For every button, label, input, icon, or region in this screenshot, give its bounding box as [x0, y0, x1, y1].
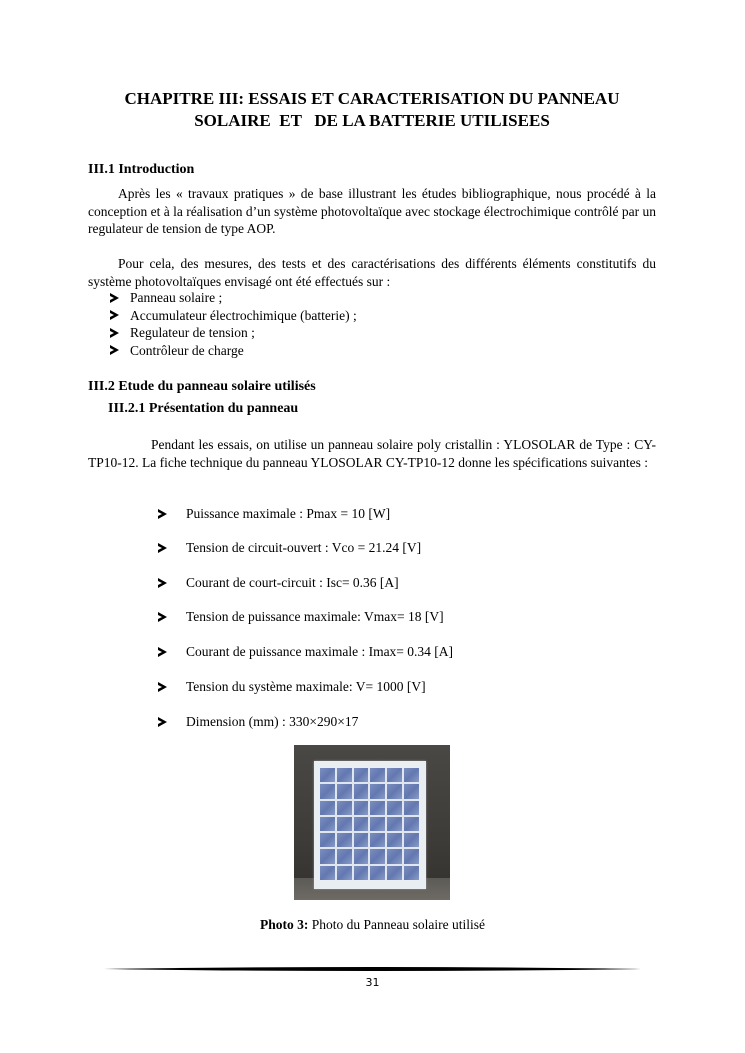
spec-item-max-power-current: Courant de puissance maximale : Imax= 0.34 [A] — [158, 643, 453, 660]
solar-cell — [337, 784, 352, 798]
solar-cell — [320, 849, 335, 863]
solar-panel-frame — [314, 761, 426, 889]
caption-label: Photo 3: — [260, 917, 309, 932]
solar-cell — [337, 866, 352, 880]
panel-paragraph: Pendant les essais, on utilise un panneau solaire poly cristallin : YLOSOLAR de Type : CY-TP10-12. La fiche technique du panneau YLOSOLAR CY-TP10-12 donne les spécifications suivantes : — [88, 437, 656, 470]
solar-cell — [370, 817, 385, 831]
arrow-bullet-icon — [158, 612, 167, 622]
solar-cell — [337, 801, 352, 815]
arrow-bullet-icon — [158, 509, 167, 519]
solar-cell — [354, 784, 369, 798]
solar-cell — [404, 849, 419, 863]
solar-cell — [404, 784, 419, 798]
arrow-bullet-icon — [158, 647, 167, 657]
solar-cell — [387, 817, 402, 831]
chapter-title — [88, 88, 656, 132]
chapter-title-line-1: CHAPITRE III: ESSAIS ET CARACTERISATION DU PANNEAU — [124, 89, 620, 108]
arrow-bullet-icon — [110, 345, 119, 355]
solar-cell — [404, 817, 419, 831]
intro-paragraph-1: Après les « travaux pratiques » de base illustrant les études bibliographique, nous procédé à la conception et à la réalisation d’un système photovoltaïque avec stockage électrochimique contrôlé par un regulateur de tension de type AOP. — [88, 186, 656, 236]
solar-cell — [370, 768, 385, 782]
solar-cell — [354, 817, 369, 831]
solar-cell — [320, 768, 335, 782]
solar-cell — [354, 833, 369, 847]
arrow-bullet-icon — [158, 578, 167, 588]
solar-panel-photo — [294, 745, 450, 900]
solar-cell — [337, 833, 352, 847]
solar-cell — [404, 768, 419, 782]
solar-cell — [354, 866, 369, 880]
arrow-bullet-icon — [158, 717, 167, 727]
solar-cell — [404, 833, 419, 847]
section-heading-introduction: III.1 Introduction — [88, 162, 195, 177]
solar-cell — [404, 866, 419, 880]
intro-paragraph-2: Pour cela, des mesures, des tests et des caractérisations des différents éléments constitutifs du système photovoltaïques envisagé ont été effectués sur : — [88, 256, 656, 289]
photo-caption — [0, 917, 745, 933]
solar-cell — [404, 801, 419, 815]
solar-cell — [387, 866, 402, 880]
list-item: Contrôleur de charge — [110, 342, 357, 360]
solar-cell — [337, 768, 352, 782]
solar-cell-grid — [320, 768, 419, 880]
solar-cell — [320, 817, 335, 831]
solar-cell — [354, 801, 369, 815]
solar-cell — [387, 784, 402, 798]
list-item: Panneau solaire ; — [110, 289, 357, 307]
arrow-bullet-icon — [158, 682, 167, 692]
spec-item-system-max-voltage: Tension du système maximale: V= 1000 [V] — [158, 678, 426, 695]
subsection-heading-panel-presentation: III.2.1 Présentation du panneau — [108, 401, 299, 416]
solar-cell — [370, 849, 385, 863]
spec-item-open-circuit-voltage: Tension de circuit-ouvert : Vco = 21.24 [V] — [158, 539, 421, 556]
solar-cell — [387, 801, 402, 815]
solar-cell — [337, 849, 352, 863]
solar-cell — [370, 801, 385, 815]
spec-item-max-power-voltage: Tension de puissance maximale: Vmax= 18 [V] — [158, 608, 444, 625]
spec-item-short-circuit-current: Courant de court-circuit : Isc= 0.36 [A] — [158, 574, 399, 591]
solar-cell — [387, 833, 402, 847]
footer-divider — [104, 966, 641, 972]
solar-cell — [387, 768, 402, 782]
solar-cell — [320, 801, 335, 815]
arrow-bullet-icon — [110, 310, 119, 320]
arrow-bullet-icon — [158, 543, 167, 553]
list-item: Regulateur de tension ; — [110, 324, 357, 342]
solar-cell — [320, 833, 335, 847]
arrow-bullet-icon — [110, 293, 119, 303]
page-number: 31 — [365, 976, 380, 989]
solar-cell — [320, 784, 335, 798]
solar-cell — [354, 768, 369, 782]
list-item: Accumulateur électrochimique (batterie) ; — [110, 307, 357, 325]
solar-cell — [370, 784, 385, 798]
section-heading-panel-study: III.2 Etude du panneau solaire utilisés — [88, 379, 316, 394]
spec-item-max-power: Puissance maximale : Pmax = 10 [W] — [158, 505, 390, 522]
arrow-bullet-icon — [110, 328, 119, 338]
solar-cell — [354, 849, 369, 863]
chapter-title-line-2: SOLAIRE ET DE LA BATTERIE UTILISEES — [194, 111, 550, 130]
spec-item-dimension: Dimension (mm) : 330×290×17 — [158, 713, 358, 730]
solar-cell — [387, 849, 402, 863]
solar-cell — [320, 866, 335, 880]
solar-cell — [370, 866, 385, 880]
element-list — [110, 289, 357, 359]
solar-cell — [337, 817, 352, 831]
caption-text: Photo du Panneau solaire utilisé — [308, 917, 485, 932]
solar-cell — [370, 833, 385, 847]
